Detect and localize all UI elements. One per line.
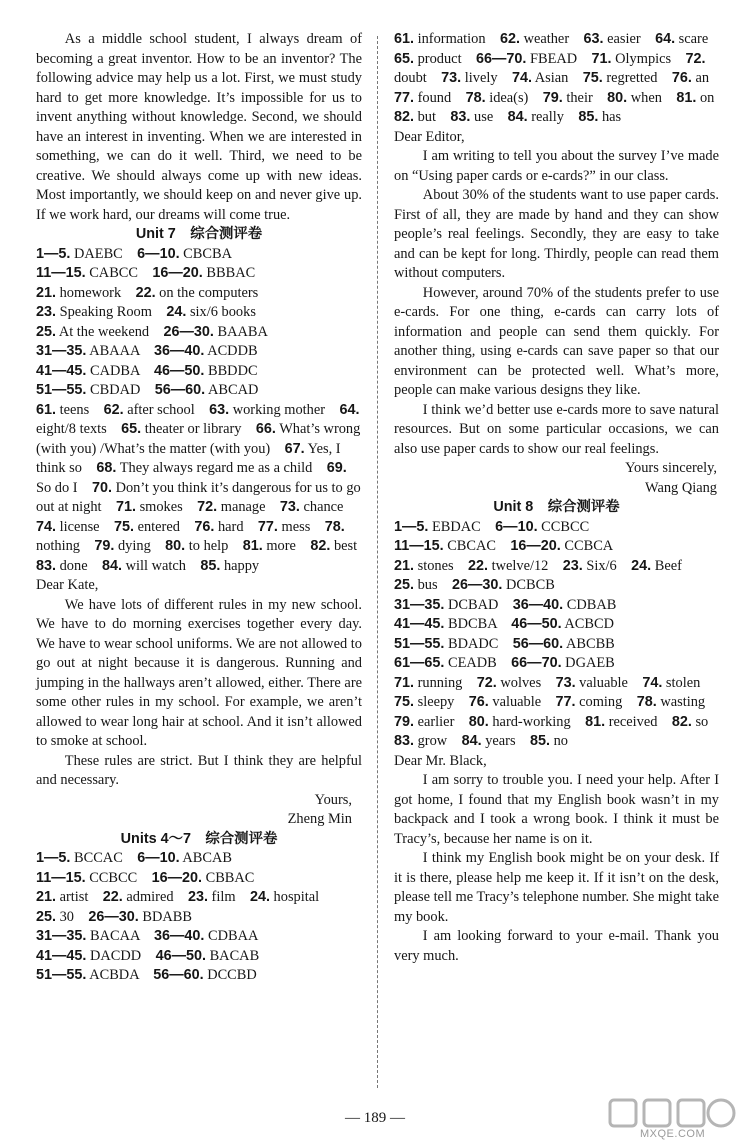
answer-value: will watch [122,557,201,574]
answer-value: best [330,538,372,554]
answer-number: 74. [36,518,57,535]
answer-value: twelve/12 [488,557,563,574]
answer-value: their [562,89,608,106]
answer-line [36,966,362,986]
answer-line [36,245,362,265]
answer-number: 51—55. [36,967,87,983]
answer-number: 83. [450,109,471,125]
answer-value: EBDAC [428,518,496,535]
answer-line [394,615,719,635]
answer-number: 62. [103,401,124,418]
answer-value: bus [414,577,452,593]
units47-title: Units 4～7 综合测评卷 [120,830,278,847]
answer-number: 66—70. [475,50,527,67]
answer-value: 30 [56,908,89,925]
answer-line [394,537,719,557]
letter-paragraph: I am looking forward to your e-mail. Thank you very much. [394,928,719,964]
essay-paragraph: As a middle school student, I always dream of becoming a great inventor. How to be an inventor? The following advice may help us a lot. First, we must study hard to get more knowledge. It’s impossible for us to invent anything without knowledge. Second, we should have an interest in inventing. When we are interested in something, we can do it well. Third, we need to be creative. We should always come up with new ideas. Most importantly, we should keep on and never give up. If we work hard, our dreams will come true. [36,31,362,223]
answer-value: regretted [602,70,672,86]
answer-number: 79. [542,89,563,106]
answer-number: 81. [676,89,697,106]
answer-value: BACAB [205,947,260,964]
answer-number: 25. [394,577,415,593]
answer-value: stones [414,557,468,574]
answer-value: hard [214,518,258,535]
answer-value: information [414,31,500,47]
answer-number: 83. [36,557,57,574]
answer-value: CADBA [86,362,154,379]
answer-number: 79. [394,713,415,730]
unit7-fill-answers [36,401,372,577]
answer-number: 46—50. [153,362,205,379]
answer-number: 74. [642,674,663,691]
answer-number: 73. [279,499,300,515]
answer-number: 81. [242,538,263,554]
answer-value: Beef [651,557,682,574]
answer-value: has [598,109,622,125]
answer-value: sleepy [414,694,469,710]
page-number: — 189 — [345,1110,405,1126]
answer-value: DGAEB [561,655,615,671]
answer-number: 79. [94,538,115,554]
answer-value: BAABA [213,323,268,340]
letter-paragraph: We have lots of different rules in my new school. We have to do morning exercises together every day. We have to wear school uniforms. We are not allowed to go out at night because it is dangerous. Running and jumping in the hallways aren’t allowed, either. There are some other rules in my school. For example, we aren’t allowed to wear long hair at school. And it isn’t allowed to smoke at school. [36,596,362,749]
answer-value: six/6 books [186,304,256,320]
answer-line [36,362,362,382]
answer-number: 68. [96,460,117,476]
answer-line [394,518,719,538]
answer-line [36,947,362,967]
answer-number: 26—30. [452,577,503,593]
answer-number: 36—40. [153,343,205,359]
answer-number: 31—35. [36,343,87,359]
unit8-answers [394,518,719,674]
answer-value: BACAA [86,928,154,944]
answer-line [36,888,362,908]
answer-value: DCBCB [502,577,555,593]
answer-number: 84. [461,733,482,749]
units47-answers [36,849,362,986]
answer-value: smokes [135,499,198,515]
answer-value: valuable [575,674,643,691]
answer-line [394,654,719,674]
answer-value: CEADB [444,655,512,671]
answer-value: BDCBA [444,616,512,632]
answer-value: so [691,713,723,730]
letter-signature: Zheng Min [287,811,352,827]
answer-value: really [527,109,579,125]
answer-value: DAEBC [70,245,138,262]
answer-number: 16—20. [510,538,561,554]
answer-value: FBEAD [526,50,592,67]
answer-number: 82. [310,538,331,554]
answer-number: 25. [36,323,57,340]
answer-number: 64. [339,401,360,418]
answer-number: 85. [200,557,221,574]
answer-line [36,927,362,947]
answer-number: 16—20. [151,869,202,886]
answer-value: CCBCC [537,518,590,535]
answer-value: lively [461,70,512,86]
answer-line [394,576,719,596]
answer-number: 41—45. [36,947,87,964]
answer-number: 82. [394,109,415,125]
answer-number: 16—20. [152,265,203,281]
answer-number: 56—60. [154,382,206,398]
answer-value: valuable [488,694,556,710]
answer-number: 77. [394,89,415,106]
letter-signature: Wang Qiang [645,479,717,496]
answer-number: 24. [631,557,652,574]
answer-value: working mother [229,401,340,418]
answer-value: DCBAD [444,596,513,613]
answer-value: Don’t you think it’s dangerous for us to go out at night [36,479,361,515]
answer-value: film [207,889,250,905]
answer-number: 71. [591,50,612,67]
answer-number: 1—5. [36,850,71,866]
answer-value: ABCAB [179,850,232,866]
right-column [394,30,729,966]
answer-number: 77. [257,518,278,535]
answer-value: ACBCD [561,616,614,632]
answer-line [36,908,362,928]
answer-value: Olympics [611,50,686,67]
answer-value: admired [122,889,188,905]
answer-number: 6—10. [495,518,538,535]
answer-number: 41—45. [36,362,87,379]
answer-number: 65. [121,421,142,437]
answer-value: ABCBB [563,635,615,652]
answer-line [36,381,362,401]
answer-value: happy [220,557,260,574]
answer-number: 75. [113,518,134,535]
answer-line [394,635,719,655]
answer-value: CABCC [85,265,153,281]
answer-number: 46—50. [511,616,562,632]
answer-number: 78. [636,694,657,710]
answer-value: coming [575,694,637,710]
answer-value: BCCAC [70,850,138,866]
answer-number: 73. [555,674,576,691]
answer-number: 25. [36,908,57,925]
answer-value: earlier [414,713,469,730]
answer-number: 11—15. [394,538,444,554]
answer-value: CBCAC [443,538,511,554]
answer-number: 75. [394,694,415,710]
answer-number: 73. [441,70,462,86]
letter-paragraph: About 30% of the students want to use paper cards. First of all, they are made by hand and they can show people’s real feelings. Secondly, they are easy to take and can be kept for long. Thirdly, people can read them without computers. [394,187,719,281]
answer-number: 22. [135,284,156,301]
answer-value: an [691,70,724,86]
answer-number: 31—35. [36,928,87,944]
answer-number: 72. [197,499,218,515]
answer-number: 11—15. [36,265,86,281]
answer-value: hospital [269,889,320,905]
answer-number: 80. [165,538,186,554]
answer-value: Yes, I think so [36,440,341,476]
answer-number: 80. [468,713,489,730]
answer-value: dying [114,538,166,554]
answer-line [36,284,362,304]
answer-number: 46—50. [155,947,206,964]
answer-number: 84. [507,109,528,125]
answer-value: to help [185,538,243,554]
answer-value: after school [123,401,210,418]
answer-value: DACDD [86,947,156,964]
letter-paragraph: I think we’d better use e-cards more to save natural resources. But on some particular occasions, we can also use paper cards to show our real feelings. [394,401,719,457]
answer-number: 24. [249,889,270,905]
answer-value: on the computers [155,284,259,301]
answer-number: 11—15. [36,869,86,886]
answer-value: entered [133,518,195,535]
answer-value: CBCBA [179,245,232,262]
answer-number: 70. [91,479,112,496]
answer-value: homework [56,284,136,301]
answer-value: wasting [656,694,720,710]
answer-value: no [549,733,568,749]
answer-number: 83. [394,733,415,749]
answer-number: 51—55. [36,382,87,398]
letter-greeting: Dear Kate, [36,577,99,593]
answer-number: 76. [671,70,692,86]
column-divider [377,36,378,1088]
answer-number: 75. [582,70,603,86]
answer-value: license [56,518,114,535]
answer-value: CCBCC [85,869,152,886]
unit8-title: Unit 8 综合测评卷 [493,499,620,515]
answer-number: 84. [101,557,122,574]
answer-number: 6—10. [137,850,180,866]
answer-number: 23. [36,304,57,320]
letter-greeting: Dear Mr. Black, [394,752,487,769]
answer-number: 82. [671,713,692,730]
answer-number: 61. [36,401,57,418]
answer-number: 22. [467,557,488,574]
answer-value: done [56,557,102,574]
letter-paragraph: I think my English book might be on your desk. If it is there, please help me keep it. If it isn’t on the desk, please tell me Tracy’s telephone number. She might take my book. [394,850,719,925]
answer-value: nothing [36,538,95,554]
answer-value: theater or library [141,421,256,437]
unit7-answers [36,245,362,401]
answer-number: 65. [394,50,415,67]
answer-number: 77. [555,694,576,710]
answer-value: running [414,674,477,691]
answer-number: 80. [607,89,628,106]
letter-greeting: Dear Editor, [394,128,465,145]
answer-value: CBDAD [86,382,155,398]
answer-number: 85. [578,109,599,125]
unit8-fill-answers [394,674,723,752]
answer-number: 78. [324,518,345,535]
answer-number: 23. [562,557,583,574]
answer-value: BDABB [138,908,192,925]
answer-number: 61. [394,31,415,47]
answer-value: So do I [36,479,92,496]
fill-answers [394,30,729,128]
letter-paragraph: I am sorry to trouble you. I need your help. After I got home, I found that my English book wasn’t in my backpack and I took a wrong book. I think it must be Tracy’s, because her name is on it. [394,772,719,847]
answer-number: 66. [255,421,276,437]
unit7-title: Unit 7 综合测评卷 [135,226,263,242]
answer-value: teens [56,401,104,418]
answer-value: eight/8 texts [36,421,122,437]
answer-line [36,869,362,889]
answer-number: 21. [394,557,415,574]
answer-value: easier [603,31,656,47]
answer-value: BBBAC [202,265,256,281]
answer-value: wolves [496,674,556,691]
answer-number: 76. [194,518,215,535]
answer-number: 56—60. [153,967,204,983]
answer-value: doubt [394,70,442,86]
answer-value: stolen [662,674,715,691]
answer-line [394,557,719,577]
answer-number: 74. [511,70,532,86]
answer-line [36,849,362,869]
answer-number: 78. [465,89,486,106]
letter-paragraph: I am writing to tell you about the survey I’ve made on “Using paper cards or e-cards?” in our class. [394,148,719,184]
answer-value: Six/6 [582,557,632,574]
answer-value: idea(s) [485,89,543,106]
answer-number: 36—40. [153,928,205,944]
answer-value: grow [414,733,462,749]
answer-number: 1—5. [394,518,429,535]
answer-number: 41—45. [394,616,445,632]
answer-number: 31—35. [394,596,445,613]
answer-value: artist [56,889,103,905]
left-column [36,30,372,986]
answer-number: 76. [468,694,489,710]
answer-number: 1—5. [36,245,71,262]
answer-value: What’s wrong (with you) /What’s the matter (with you) [36,421,361,457]
answer-value: use [470,109,508,125]
answer-value: but [414,109,451,125]
answer-line [36,264,362,284]
answer-number: 22. [102,889,123,905]
answer-number: 24. [166,304,187,320]
answer-value: CBBAC [202,869,255,886]
answer-number: 51—55. [394,635,445,652]
answer-number: 21. [36,889,57,905]
answer-number: 62. [499,31,520,47]
answer-value: ABAAA [86,343,154,359]
answer-value: years [481,733,530,749]
answer-number: 21. [36,284,57,301]
answer-number: 23. [187,889,208,905]
answer-number: 63. [583,31,604,47]
answer-number: 61—65. [394,655,445,671]
answer-number: 6—10. [137,245,180,262]
answer-value: product [414,50,476,67]
answer-number: 67. [284,440,305,457]
answer-value: found [414,89,466,106]
answer-value: CCBCA [560,538,614,554]
answer-number: 71. [115,499,136,515]
answer-value: BDADC [444,635,513,652]
answer-value: scare [675,31,723,47]
answer-number: 56—60. [512,635,564,652]
answer-value: DCCBD [203,967,257,983]
answer-number: 64. [655,31,676,47]
answer-value: BBDDC [204,362,258,379]
answer-number: 26—30. [88,908,139,925]
answer-number: 26—30. [163,323,214,340]
answer-value: received [605,713,672,730]
answer-value: Asian [531,70,583,86]
answer-value: At the weekend [56,323,164,340]
answer-value: more [262,538,311,554]
answer-number: 72. [476,674,497,691]
answer-number: 81. [585,713,606,730]
answer-value: on [696,89,729,106]
answer-line [36,303,362,323]
answer-number: 71. [394,674,415,691]
answer-number: 69. [326,460,347,476]
letter-closing: Yours, [314,791,352,808]
answer-value: Speaking Room [56,304,167,320]
answer-value: manage [217,499,280,515]
answer-value: hard-working [488,713,586,730]
answer-value: They always regard me as a child [116,460,327,476]
watermark-text: MXQE.COM [640,1128,706,1140]
letter-paragraph: However, around 70% of the students prefer to use e-cards. For one thing, e-cards can carry lots of information and people can send them quickly. For another thing, using e-cards can save paper so that our environment can be protected well. What’s more, people can make various designs they like. [394,284,719,398]
letter-closing: Yours sincerely, [625,460,717,476]
answer-value: chance [299,499,358,515]
answer-number: 72. [685,50,706,67]
answer-value: ACDDB [204,343,258,359]
answer-value: ABCAD [205,382,259,398]
answer-value: CDBAA [204,928,259,944]
letter-paragraph: These rules are strict. But I think they are helpful and necessary. [36,752,362,788]
answer-value: mess [277,518,325,535]
answer-number: 66—70. [511,655,562,671]
answer-line [36,323,362,343]
answer-number: 36—40. [512,596,564,613]
answer-number: 63. [209,401,230,418]
answer-value: ACBDA [86,967,154,983]
answer-value: weather [519,31,584,47]
answer-value: when [627,89,677,106]
answer-value: CDBAB [563,596,617,613]
answer-line [36,342,362,362]
answer-line [394,596,719,616]
answer-number: 85. [529,733,550,749]
